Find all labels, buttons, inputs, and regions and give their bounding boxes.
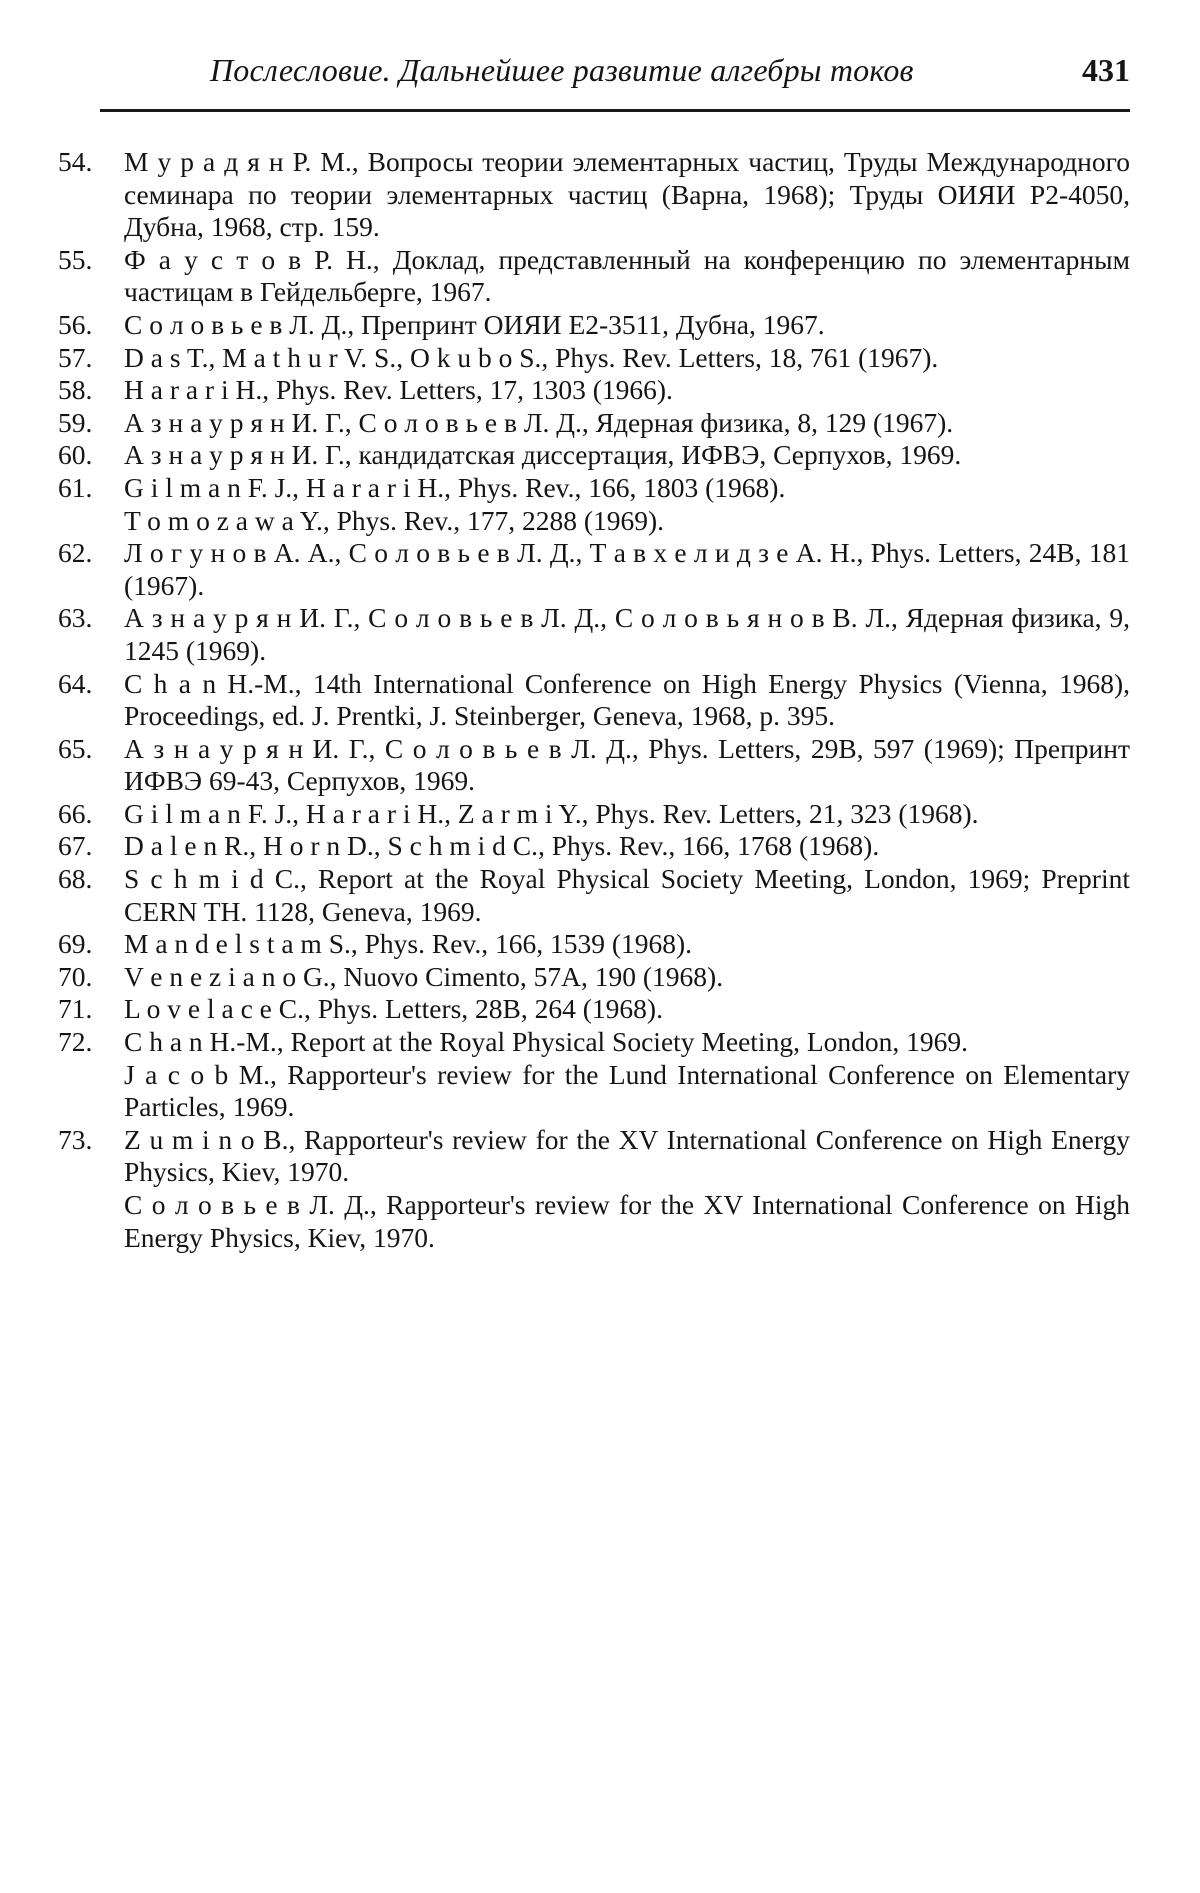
- reference-number: 67.: [58, 830, 93, 862]
- reference-text: А з н а у р я н И. Г., С о л о в ь е в Л. Д., Phys. Letters, 29B, 597 (1969); Препринт ИФВЭ 69-43, Серпухов, 1969.: [124, 732, 1130, 797]
- reference-entry: [58, 928, 1130, 961]
- reference-number: 68.: [58, 863, 93, 895]
- reference-number: 72.: [58, 1026, 93, 1058]
- reference-number: 66.: [58, 797, 93, 829]
- reference-entry: [58, 374, 1130, 407]
- reference-text: С о л о в ь е в Л. Д., Препринт ОИЯИ Е2-3511, Дубна, 1967.: [124, 308, 825, 340]
- reference-entry: [58, 668, 1130, 733]
- reference-number: 59.: [58, 406, 93, 438]
- running-header: [100, 52, 1130, 98]
- reference-number: 54.: [58, 146, 93, 177]
- reference-text: M a n d e l s t a m S., Phys. Rev., 166, 1539 (1968).: [124, 928, 693, 960]
- reference-entry: [58, 961, 1130, 994]
- reference-number: 65.: [58, 732, 93, 764]
- reference-text: T o m o z a w a Y., Phys. Rev., 177, 2288 (1969).: [124, 504, 665, 536]
- reference-text: D a l e n R., H o r n D., S c h m i d C., Phys. Rev., 166, 1768 (1968).: [124, 830, 880, 862]
- header-rule: [100, 109, 1130, 112]
- reference-entry: [58, 244, 1130, 309]
- reference-number: 69.: [58, 928, 93, 960]
- reference-entry: [58, 863, 1130, 928]
- reference-entry: [58, 537, 1130, 602]
- reference-text: М у р а д я н Р. М., Вопросы теории элементарных частиц, Труды Международного семинара по теории элементарных частиц (Варна, 1968); Труды ОИЯИ Р2-4050, Дубна, 1968, стр. 159.: [124, 146, 1130, 243]
- reference-entry: [58, 830, 1130, 863]
- reference-text: С о л о в ь е в Л. Д., Rapporteur's review for the XV International Conference on High Energy Physics, Kiev, 1970.: [124, 1189, 1130, 1253]
- reference-text: H a r a r i H., Phys. Rev. Letters, 17, 1303 (1966).: [124, 374, 673, 406]
- reference-entry: [58, 439, 1130, 472]
- reference-text: C h a n H.-M., 14th International Conference on High Energy Physics (Vienna, 1968), Proceedings, ed. J. Prentki, J. Steinberger, Geneva, 1968, p. 395.: [124, 667, 1130, 732]
- reference-text: C h a n H.-M., Report at the Royal Physical Society Meeting, London, 1969.: [124, 1026, 968, 1058]
- reference-entry: [58, 472, 1130, 537]
- reference-text: V e n e z i a n o G., Nuovo Cimento, 57A, 190 (1968).: [124, 960, 724, 992]
- reference-text: G i l m a n F. J., H a r a r i H., Z a r m i Y., Phys. Rev. Letters, 21, 323 (1968).: [124, 797, 979, 829]
- reference-entry: [58, 309, 1130, 342]
- reference-number: 57.: [58, 341, 93, 373]
- reference-entry: [58, 733, 1130, 798]
- reference-entry: [58, 798, 1130, 831]
- reference-number: 60.: [58, 439, 93, 471]
- reference-number: 64.: [58, 667, 93, 699]
- reference-number: 70.: [58, 960, 93, 992]
- reference-text: L o v e l a c e C., Phys. Letters, 28B, 264 (1968).: [124, 993, 663, 1025]
- reference-number: 73.: [58, 1123, 93, 1155]
- reference-text: А з н а у р я н И. Г., кандидатская диссертация, ИФВЭ, Серпухов, 1969.: [124, 439, 962, 471]
- reference-text: S c h m i d C., Report at the Royal Physical Society Meeting, London, 1969; Preprint CERN TH. 1128, Geneva, 1969.: [124, 863, 1130, 927]
- page-number: 431: [1082, 52, 1130, 88]
- reference-text: J a c o b M., Rapporteur's review for the Lund International Conference on Elementary Particles, 1969.: [124, 1058, 1130, 1123]
- reference-text: G i l m a n F. J., H a r a r i H., Phys. Rev., 166, 1803 (1968).: [124, 471, 786, 503]
- reference-text: D a s T., M a t h u r V. S., O k u b o S., Phys. Rev. Letters, 18, 761 (1967).: [124, 341, 939, 373]
- reference-list: [58, 146, 1130, 1254]
- reference-number: 55.: [58, 243, 93, 275]
- reference-text: А з н а у р я н И. Г., С о л о в ь е в Л. Д., С о л о в ь я н о в В. Л., Ядерная физика, 9, 1245 (1969).: [124, 602, 1130, 666]
- reference-entry: [58, 1026, 1130, 1124]
- reference-entry: [58, 407, 1130, 440]
- reference-text: А з н а у р я н И. Г., С о л о в ь е в Л. Д., Ядерная физика, 8, 129 (1967).: [124, 406, 954, 438]
- reference-text: Ф а у с т о в Р. Н., Доклад, представленный на конференцию по элементарным частицам в Гейдельберге, 1967.: [124, 243, 1130, 308]
- reference-entry: [58, 342, 1130, 375]
- reference-number: 58.: [58, 374, 93, 406]
- reference-entry: [58, 602, 1130, 667]
- reference-text: Л о г у н о в А. А., С о л о в ь е в Л. Д., Т а в х е л и д з е А. Н., Phys. Letters, 24B, 181 (1967).: [124, 537, 1130, 601]
- reference-number: 71.: [58, 993, 93, 1025]
- reference-number: 61.: [58, 471, 93, 503]
- reference-entry: [58, 146, 1130, 244]
- reference-number: 62.: [58, 537, 93, 569]
- reference-number: 63.: [58, 602, 93, 634]
- running-title: Послесловие. Дальнейшее развитие алгебры токов: [210, 52, 914, 88]
- reference-text: Z u m i n o B., Rapporteur's review for the XV International Conference on High Energy Physics, Kiev, 1970.: [124, 1123, 1130, 1188]
- reference-entry: [58, 993, 1130, 1026]
- reference-entry: [58, 1124, 1130, 1254]
- reference-number: 56.: [58, 308, 93, 340]
